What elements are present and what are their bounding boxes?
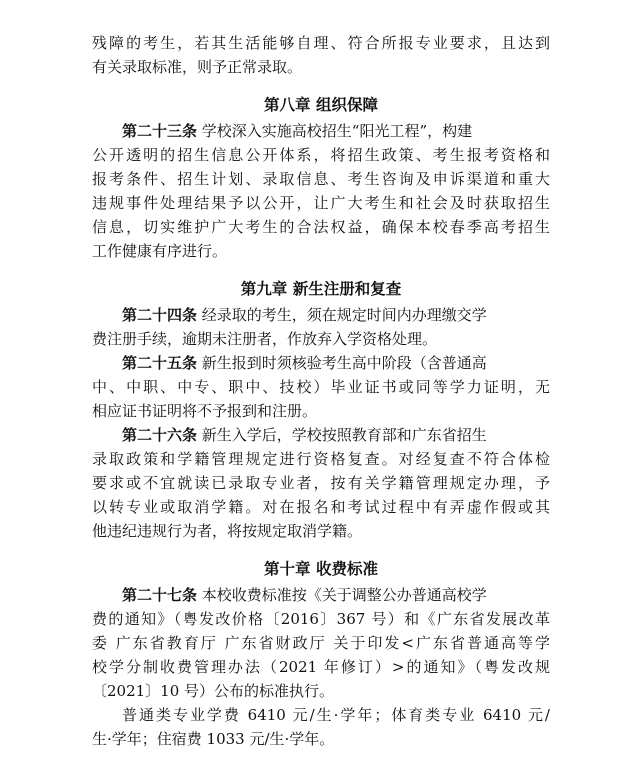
article-27-text: 本校收费标准按《关于调整公办普通高校学: [197, 586, 487, 604]
paragraph-line: 要求或不宜就读已录取专业者，按有关学籍管理规定办理，予: [92, 474, 550, 492]
article-27-first-line: [122, 584, 487, 606]
chapter-10-heading: 第十章 收费标准: [264, 560, 378, 578]
paragraph-line: 中、中职、中专、职中、技校）毕业证书或同等学力证明，无: [92, 378, 550, 396]
paragraph-line: 有关录取标准，则予正常录取。: [92, 58, 303, 76]
article-25-label: 第二十五条: [122, 354, 198, 372]
chapter-8-heading: 第八章 组织保障: [264, 96, 378, 114]
paragraph-line: 相应证书证明将不予报到和注册。: [92, 402, 318, 420]
paragraph-line: 残障的考生，若其生活能够自理、符合所报专业要求，且达到: [92, 34, 550, 52]
article-23-label: 第二十三条: [122, 122, 198, 140]
chapter-9-heading: 第九章 新生注册和复查: [240, 280, 402, 298]
paragraph-line: 信息，切实维护广大考生的合法权益，确保本校春季高考招生: [92, 218, 550, 236]
paragraph-line: 费注册手续，逾期未注册者，作放弃入学资格处理。: [92, 330, 438, 348]
article-24-text: 经录取的考生，须在规定时间内办理缴交学: [197, 306, 487, 324]
paragraph-line: 委 广东省教育厅 广东省财政厅 关于印发<广东省普通高等学: [92, 634, 550, 652]
paragraph-line: 〔2021〕10 号）公布的标准执行。: [92, 682, 335, 700]
fee-line: 生·学年；住宿费 1033 元/生·学年。: [92, 730, 335, 748]
article-24-first-line: [122, 304, 487, 326]
fee-line: 普通类专业学费 6410 元/生·学年；体育类专业 6410 元/: [122, 706, 550, 724]
article-26-first-line: [122, 424, 487, 446]
paragraph-line: 报考条件、招生计划、录取信息、考生咨询及申诉渠道和重大: [92, 170, 550, 188]
article-24-label: 第二十四条: [122, 306, 198, 324]
paragraph-line: 公开透明的招生信息公开体系，将招生政策、考生报考资格和: [92, 146, 550, 164]
article-27-label: 第二十七条: [122, 586, 198, 604]
paragraph-line: 校学分制收费管理办法（2021 年修订）>的通知》（粤发改规: [92, 658, 550, 676]
article-26-label: 第二十六条: [122, 426, 198, 444]
article-23-text: 学校深入实施高校招生“阳光工程”，构建: [197, 122, 473, 140]
article-23-first-line: [122, 120, 472, 142]
paragraph-line: 工作健康有序进行。: [92, 242, 228, 260]
article-26-text: 新生入学后，学校按照教育部和广东省招生: [197, 426, 487, 444]
paragraph-line: 录取政策和学籍管理规定进行资格复查。对经复查不符合体检: [92, 450, 550, 468]
article-25-text: 新生报到时须核验考生高中阶段（含普通高: [197, 354, 487, 372]
paragraph-line: 以转专业或取消学籍。对在报名和考试过程中有弄虚作假或其: [92, 498, 550, 516]
article-25-first-line: [122, 352, 487, 374]
paragraph-line: 费的通知》（粤发改价格〔2016〕367 号）和《广东省发展改革: [92, 610, 550, 628]
paragraph-line: 他违纪违规行为者，将按规定取消学籍。: [92, 522, 363, 540]
paragraph-line: 违规事件处理结果予以公开，让广大考生和社会及时获取招生: [92, 194, 550, 212]
